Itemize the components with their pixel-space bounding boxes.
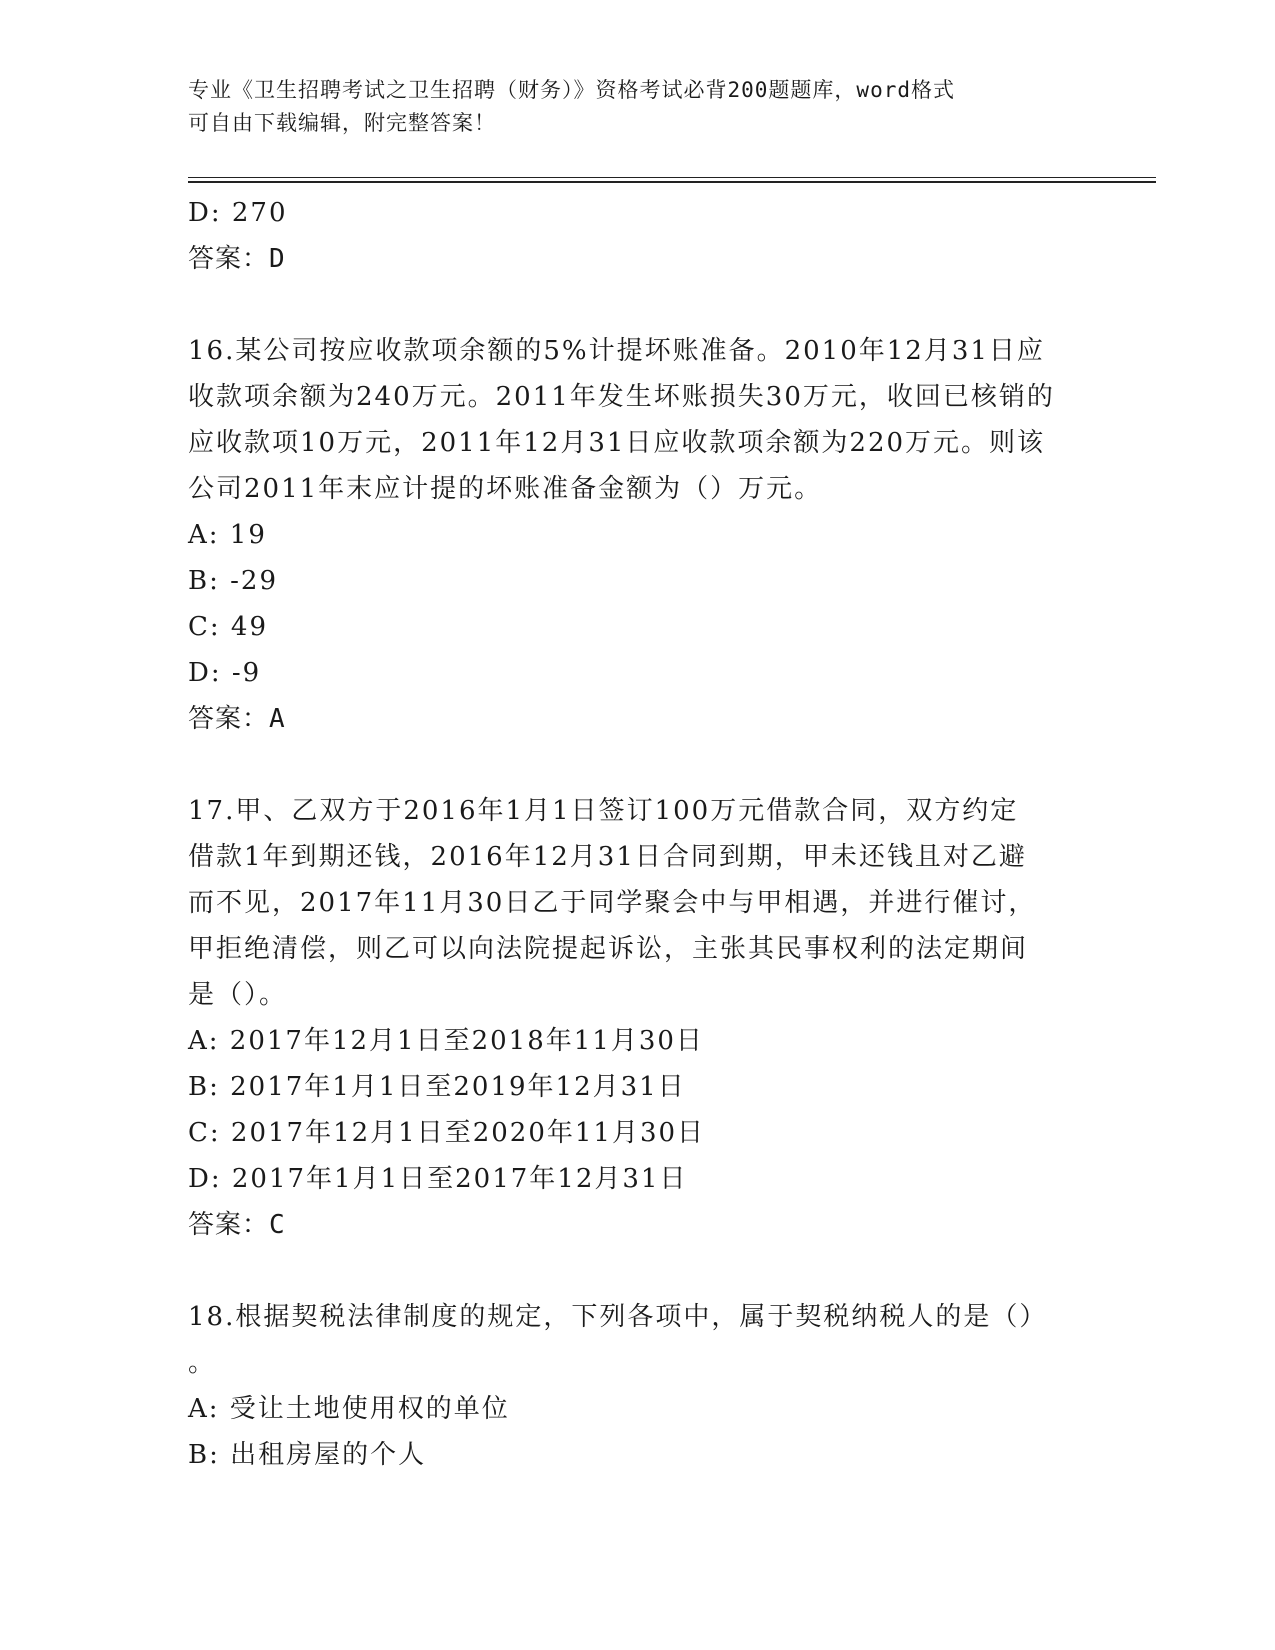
- document-header: [188, 74, 1068, 140]
- header-divider-thin: [188, 177, 1156, 178]
- option-a: A: 2017年12月1日至2018年11月30日: [188, 1026, 704, 1056]
- question-16: [188, 328, 1088, 742]
- option-b: B: 2017年1月1日至2019年12月31日: [188, 1072, 686, 1102]
- option-d: D: 270: [188, 198, 288, 228]
- option-c: C: 2017年12月1日至2020年11月30日: [188, 1118, 706, 1148]
- question-text-line: 甲拒绝清偿，则乙可以向法院提起诉讼，主张其民事权利的法定期间: [188, 934, 1029, 964]
- option-a: A: 受让土地使用权的单位: [188, 1394, 510, 1424]
- prev-question-tail: [188, 190, 1088, 282]
- option-d: D: 2017年1月1日至2017年12月31日: [188, 1164, 688, 1194]
- question-text-line: 收款项余额为240万元。2011年发生坏账损失30万元，收回已核销的: [188, 382, 1055, 412]
- question-17: [188, 788, 1088, 1248]
- answer-line: 答案：C: [188, 1210, 286, 1240]
- question-text-line: 18.根据契税法律制度的规定，下列各项中，属于契税纳税人的是（）: [188, 1302, 1048, 1332]
- question-text-line: 应收款项10万元，2011年12月31日应收款项余额为220万元。则该: [188, 428, 1046, 458]
- option-c: C: 49: [188, 612, 269, 642]
- question-content: [188, 190, 1088, 1478]
- question-text-line: 借款1年到期还钱，2016年12月31日合同到期，甲未还钱且对乙避: [188, 842, 1027, 872]
- question-text-line: 17.甲、乙双方于2016年1月1日签订100万元借款合同，双方约定: [188, 796, 1019, 826]
- option-a: A: 19: [188, 520, 267, 550]
- header-divider-thick: [188, 181, 1156, 183]
- option-b: B: 出租房屋的个人: [188, 1440, 427, 1470]
- question-text-line: 。: [188, 1348, 217, 1378]
- question-text-line: 公司2011年末应计提的坏账准备金额为（）万元。: [188, 474, 823, 504]
- header-line-2: 可自由下载编辑，附完整答案！: [188, 111, 496, 135]
- answer-line: 答案：A: [188, 704, 286, 734]
- question-text-line: 是（）。: [188, 980, 288, 1010]
- question-text-line: 而不见，2017年11月30日乙于同学聚会中与甲相遇，并进行催讨，: [188, 888, 1037, 918]
- header-line-1: 专业《卫生招聘考试之卫生招聘（财务）》资格考试必背200题题库，word格式: [188, 78, 955, 102]
- question-text-line: 16.某公司按应收款项余额的5%计提坏账准备。2010年12月31日应: [188, 336, 1045, 366]
- option-d: D: -9: [188, 658, 262, 688]
- option-b: B: -29: [188, 566, 278, 596]
- answer-line: 答案：D: [188, 244, 286, 274]
- question-18: [188, 1294, 1088, 1478]
